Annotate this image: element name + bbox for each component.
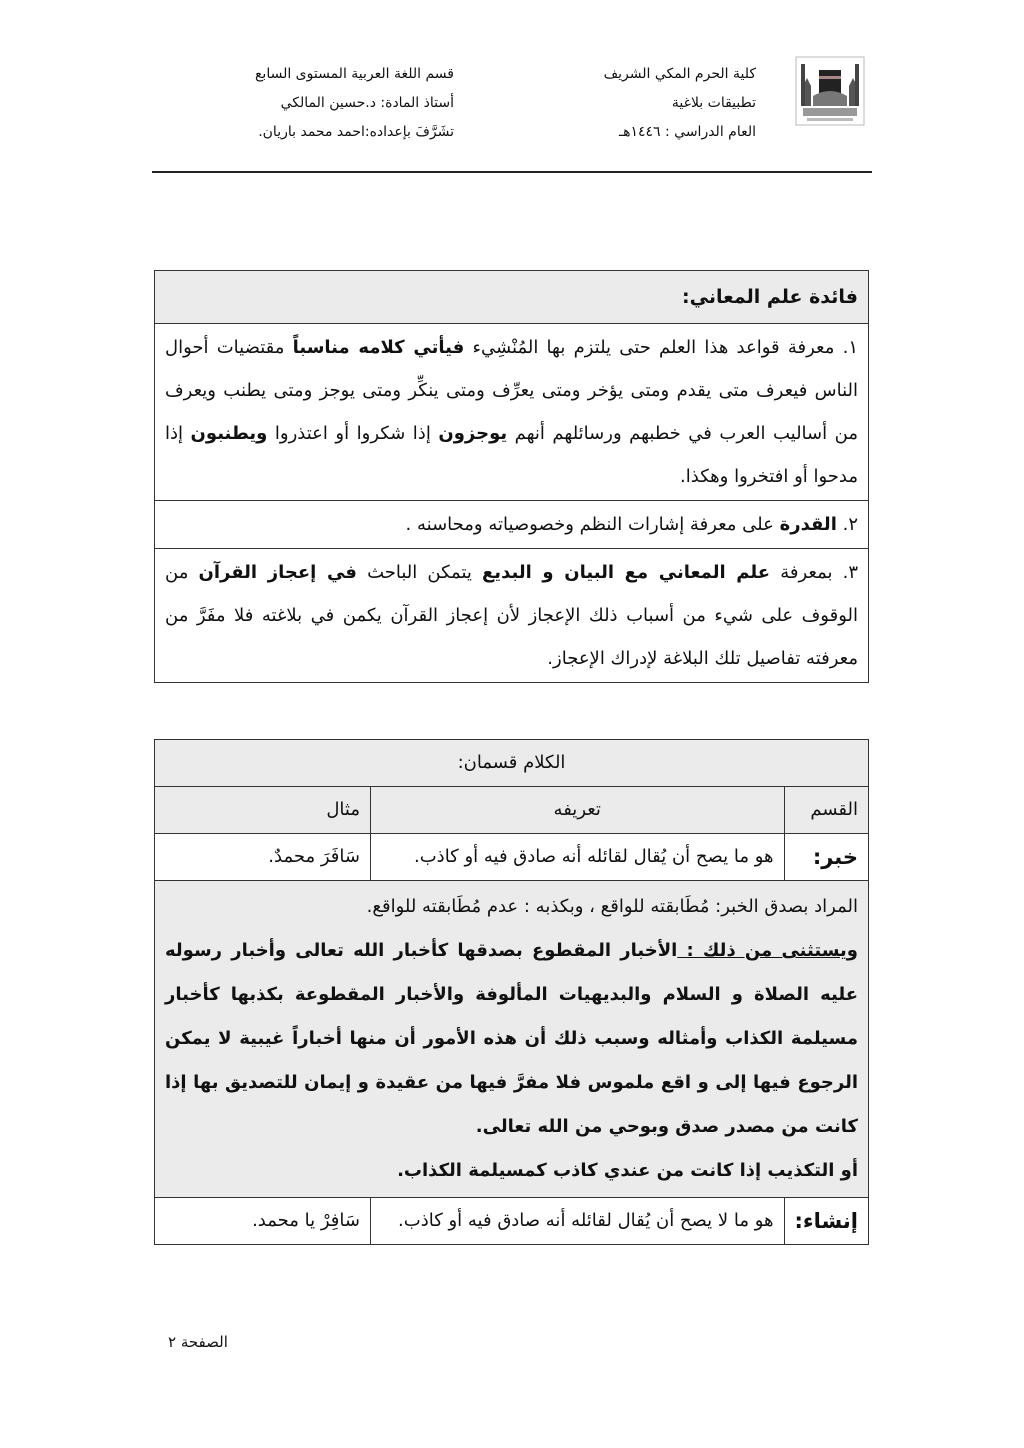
khabar-definition: هو ما يصح أن يُقال لقائله أنه صادق فيه أو كاذب. xyxy=(370,834,784,881)
speech-types-table xyxy=(154,739,869,1245)
text-run: ٢. xyxy=(836,514,858,535)
text-run: مُطَابقته للواقع ، وبكذبه : عدم مُطَابقته للواقع. xyxy=(366,896,710,917)
header-example: مثال xyxy=(155,787,371,834)
insha-definition: هو ما لا يصح أن يُقال لقائله أنه صادق فيه أو كاذب. xyxy=(370,1198,784,1245)
text-run: ١. معرفة قواعد هذا العلم حتى يلتزم بها المُنْشِيء xyxy=(464,337,858,358)
khabar-example: سَافَرَ محمدٌ. xyxy=(155,834,371,881)
insha-type: إنشاء: xyxy=(784,1198,868,1245)
khabar-note xyxy=(155,881,869,1198)
department-level: قسم اللغة العربية المستوى السابع xyxy=(254,66,454,82)
note-line-1 xyxy=(165,885,858,929)
teacher-name: أستاذ المادة: د.حسين المالكي xyxy=(280,95,454,111)
course-info xyxy=(194,60,454,147)
academic-year: العام الدراسي : ١٤٤٦هـ xyxy=(618,124,756,140)
note-last-line xyxy=(165,1149,858,1193)
note-exception xyxy=(165,929,858,1149)
text-run: على معرفة إشارات النظم وخصوصياته ومحاسنه . xyxy=(405,514,780,535)
text-run: إذا شكروا أو اعتذروا xyxy=(267,423,439,444)
bold-run: ويطنبون xyxy=(190,423,268,444)
speech-table-title: الكلام قسمان: xyxy=(155,740,869,787)
bold-run: القدرة xyxy=(779,514,837,535)
prepared-by: تشَرَّفَ بإعداده:احمد محمد باريان. xyxy=(258,124,454,140)
benefit-item-3 xyxy=(155,549,869,683)
college-logo-icon xyxy=(795,56,865,126)
bold-run: فيأتي كلامه مناسباً xyxy=(292,337,465,358)
college-name: كلية الحرم المكي الشريف xyxy=(603,66,756,82)
header-type: القسم xyxy=(784,787,868,834)
text-run: إذا مدحوا أو افتخروا وهكذا. xyxy=(165,423,858,487)
college-info xyxy=(536,60,756,147)
bold-run: في إعجاز القرآن xyxy=(198,562,357,583)
bold-run: يوجزون xyxy=(438,423,508,444)
insha-example: سَافِرْ يا محمد. xyxy=(155,1198,371,1245)
text-run: ٣. بمعرفة xyxy=(770,562,858,583)
khabar-type: خبر: xyxy=(784,834,868,881)
benefits-table xyxy=(154,270,869,683)
text-run: المراد بصدق الخبر: xyxy=(709,896,858,917)
text-run: الأخبار المقطوع بصدقها كأخبار الله تعالى وأخبار رسوله عليه الصلاة و السلام والبديهيات المألوفة والأخبار المقطوعة بكذبها كأخبار مسيلمة الكذاب وأمثاله وسبب ذلك أن هذه الأمور أن منها أخباراً غيبية لا يمكن الرجوع فيها إلى و اقع ملموس فلا مفرَّ فيها من عقيدة و إيمان للتصديق بها إذا كانت من مصدر صدق وبوحي من الله تعالى. xyxy=(165,940,858,1137)
text-run: من الوقوف على شيء من أسباب ذلك الإعجاز لأن إعجاز القرآن يكمن في بلاغته فلا مفَرَّ من معرفته تفاصيل تلك البلاغة لإدراك الإعجاز. xyxy=(165,562,858,669)
underlined-run: ويستثنى من ذلك : xyxy=(677,940,858,961)
header-definition: تعريفه xyxy=(370,787,784,834)
header-divider xyxy=(152,171,872,173)
text-run: مقتضيات أحوال الناس فيعرف متى يقدم ومتى يؤخر ومتى يعرِّف ومتى ينكِّر ومتى يوجز ومتى يطنب ويعرف من أساليب العرب في خطبهم ورسائلهم أنهم xyxy=(165,337,858,444)
bold-run: علم المعاني مع البيان و البديع xyxy=(482,562,771,583)
text-run: يتمكن الباحث xyxy=(356,562,483,583)
page-number: الصفحة ٢ xyxy=(168,1333,228,1351)
subject-name: تطبيقات بلاغية xyxy=(671,95,756,111)
text-run: أو التكذيب إذا كانت من عندي كاذب كمسيلمة الكذاب. xyxy=(397,1160,858,1181)
benefit-item-1 xyxy=(155,324,869,501)
benefits-title: فائدة علم المعاني: xyxy=(155,271,869,324)
benefit-item-2 xyxy=(155,501,869,549)
